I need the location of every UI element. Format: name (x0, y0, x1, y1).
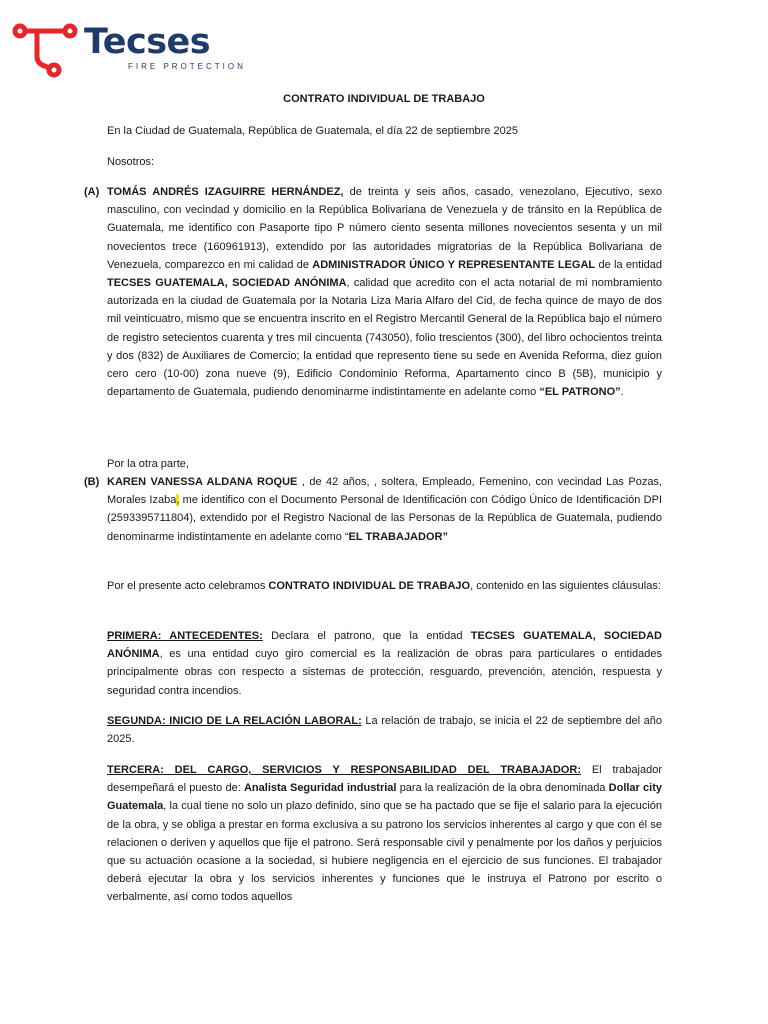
intro-text-1: Por el presente acto celebramos (107, 580, 269, 592)
clause-tercera-project: Dollar city Guatemala (107, 782, 662, 813)
party-a-text-2: de la entidad (595, 258, 663, 271)
intro-text-2: , contenido en las siguientes cláusulas: (470, 580, 661, 592)
clause-segunda-text: La relación de trabajo, se inicia el 22 de septiembre del año 2025. (107, 715, 662, 746)
clause-segunda (107, 712, 662, 748)
clause-primera (107, 627, 662, 700)
party-a-end: . (620, 386, 624, 399)
clause-tercera (107, 761, 662, 907)
company-logo (12, 18, 246, 78)
clause-primera-entity: TECSES GUATEMALA, SOCIEDAD ANÓNIMA (107, 630, 662, 661)
clause-tercera-text-3: , la cual tiene no solo un plazo definido, sino que se ha pactado que se fije el salario para la ejecución de la obra, y se obliga a prestar en forma exclusiva a su patrono los servicios inherentes al cargo y que con él se relacionen o deriven y aquellos que fije el patrono. Será responsable civil y penalmente por los daños y perjuicios que su actuación ocasione a la sociedad, si hubiere negligencia en el ejercicio de sus funciones. El trabajador deberá ejecutar la obra y los servicios inherentes y funciones que le instruya el Patrono por escrito o verbalmente, así como todos aquellos (107, 800, 662, 904)
intro-contract-name: CONTRATO INDIVIDUAL DE TRABAJO (268, 580, 471, 592)
party-a-name: TOMÁS ANDRÉS IZAGUIRRE HERNÁNDEZ, (107, 186, 344, 198)
party-a-paragraph (107, 183, 662, 401)
clause-segunda-heading: SEGUNDA: INICIO DE LA RELACIÓN LABORAL: (107, 715, 362, 727)
brand-tagline: FIRE PROTECTION (128, 62, 246, 71)
party-b-alias: EL TRABAJADOR” (348, 530, 448, 543)
clause-primera-text-1: Declara el patrono, que la entidad (262, 630, 471, 642)
tecses-logo-mark-icon (12, 18, 92, 78)
party-a-label: (A) (84, 186, 100, 198)
party-b-text-1: , de 42 años, , soltera, Empleado, Femenino, con vecindad Las Pozas, Morales Izaba (107, 476, 662, 507)
clause-tercera-position: Analista Seguridad industrial (243, 782, 397, 795)
clause-primera-heading: PRIMERA: ANTECEDENTES: (107, 630, 263, 642)
brand-name: Tecses (84, 22, 211, 62)
clause-tercera-text-2: para la realización de la obra denominada (396, 782, 609, 795)
party-a-entity: TECSES GUATEMALA, SOCIEDAD ANÓNIMA (107, 277, 347, 290)
por-la-otra-parte-line: Por la otra parte, (107, 458, 189, 470)
clause-tercera-heading: TERCERA: DEL CARGO, SERVICIOS Y RESPONSABILIDAD DEL TRABAJADOR: (107, 764, 581, 776)
party-b-label: (B) (84, 476, 100, 488)
party-a-role: ADMINISTRADOR ÚNICO Y REPRESENTANTE LEGAL (312, 258, 596, 271)
party-a-text-1: de treinta y seis años, casado, venezolano, Ejecutivo, sexo masculino, con vecindad y domicilio en la República Bolivariana de Venezuela y de tránsito en la República de Guatemala, me identifico con Pasaporte tipo P número ciento sesenta millones novecientos sesenta y un mil novecientos trece (160961913), extendido por las autoridades migratorias de la República Bolivariana de Venezuela, comparezco en mi calidad de (107, 186, 663, 271)
clause-tercera-text-1: El trabajador desempeñará el puesto de: (107, 764, 662, 795)
intro-paragraph (107, 577, 662, 595)
party-a-text-3: , calidad que acredito con el acta notarial de mi nombramiento autorizada en la ciudad de Guatemala por la Notaria Liza Maria Alfaro del Cid, de fecha quince de mayo de dos mil veinticuatro, mismo que se encuentra inscrito en el Registro Mercantil General de la República bajo el número de registro setecientos cuarenta y tres mil cincuenta (743050), folio trescientos (300), del libro ochocientos treinta y dos (832) de Auxiliares de Comercio; la entidad que represento tiene su sede en Avenida Reforma, diez guion cero cero (10-00) zona nueve (9), Edificio Condominio Reforma, Apartamento cinco B (5B), municipio y departamento de Guatemala, pudiendo denominarme indistintamente en adelante como (107, 277, 662, 399)
party-b-name: KAREN VANESSA ALDANA ROQUE (107, 476, 298, 488)
clause-primera-text-2: , es una entidad cuyo giro comercial es la realización de obras para particulares o entidades principalmente obras con respecto a sistemas de protección, resguardo, prevención, atención, respuesta y seguridad contra incendios. (107, 648, 662, 697)
opening-line: En la Ciudad de Guatemala, República de Guatemala, el día 22 de septiembre 2025 (107, 125, 518, 137)
document-title: CONTRATO INDIVIDUAL DE TRABAJO (283, 93, 485, 105)
party-b-highlight: , (176, 494, 180, 507)
nosotros-line: Nosotros: (107, 156, 155, 168)
party-b-text-2: me identifico con el Documento Personal de Identificación con Código Único de Identificación DPI (2593395711804), extendido por el Registro Nacional de las Personas de la República de Guatemala, pudiendo denominarme indistintamente en adelante como “ (107, 494, 662, 543)
party-a-alias: “EL PATRONO” (539, 386, 621, 399)
party-b-paragraph (107, 473, 662, 546)
